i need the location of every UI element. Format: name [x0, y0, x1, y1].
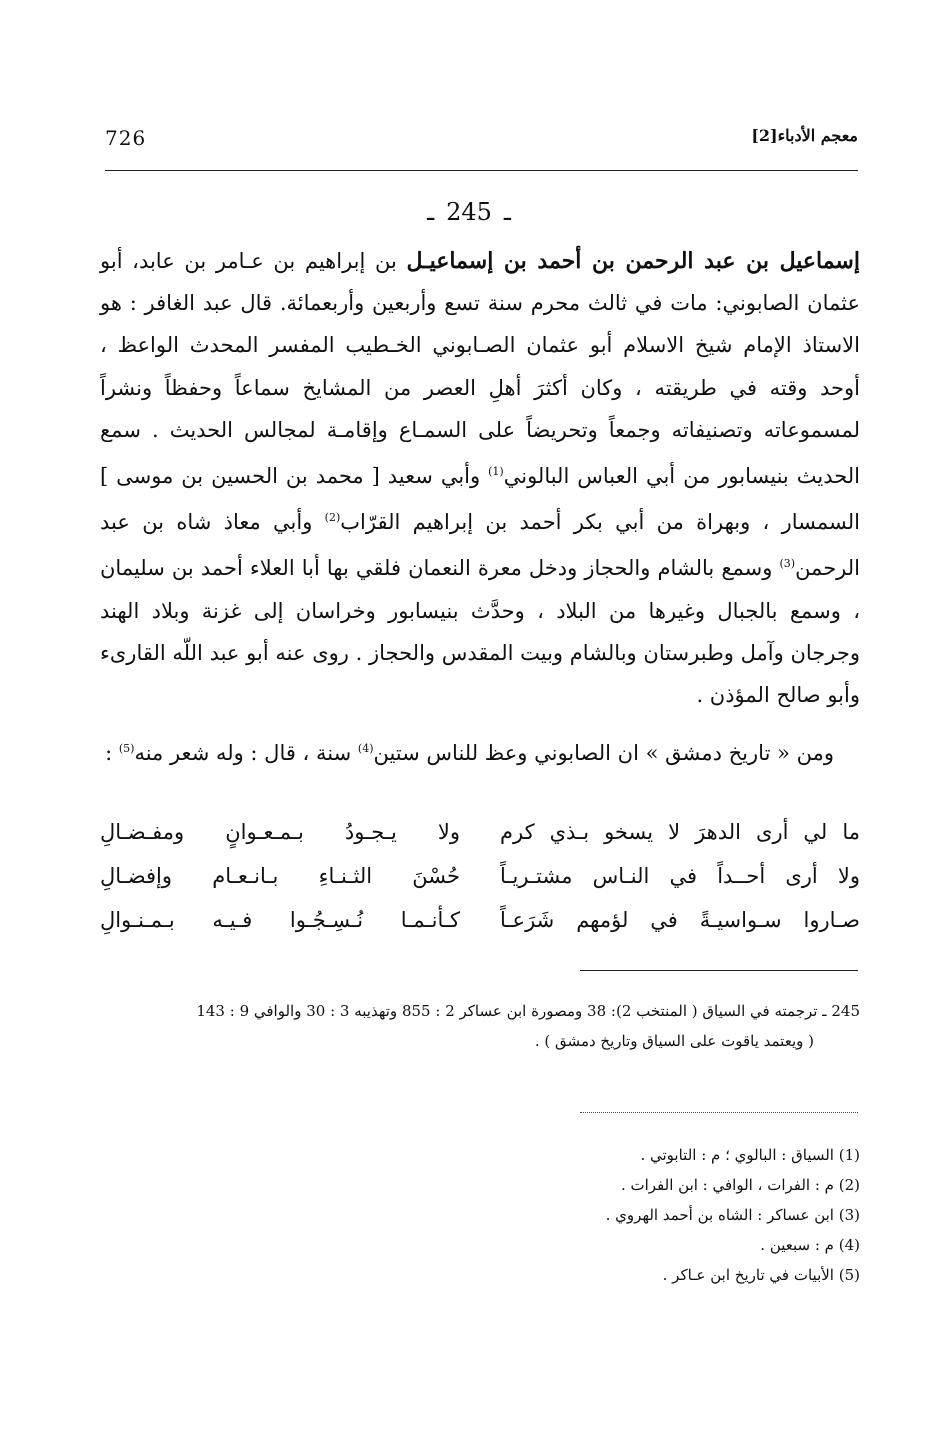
body-text-segment: بن إبراهيم بن عـامر بن عابد، أبو عثمان الصابوني: مات في ثالث محرم سنة تسع وأربعين وأربعمائة. قال عبد الغافر : هو الاستاذ الإمام شيخ الاسلام أبو عثمان الصـابوني الخـطيب المفسر المحدث الواعظ ، أوحد وقته في طريقته ، وكان أكثرَ أهلِ العصر من المشايخ سماعاً وحفظاً ونشراً لمسموعاته وتصنيفاته وجمعاً وتحريضاً على السمـاع وإقامـة لمجالس الحديث . سمع الحديث بنيسابور من أبي العباس البالوني [100, 249, 861, 489]
poem-verse [100, 864, 860, 908]
entry-name: إسماعيل بن عبد الرحمن بن أحمد بن إسماعيـل [406, 248, 860, 274]
poem-verse [100, 820, 860, 864]
poem [100, 820, 860, 952]
verse-first-hemistich: صـاروا سـواسيـةً في لؤمهم شَرَعـاً [500, 908, 860, 932]
body-text-segment: وأبي معاذ شاه بن عبد الرحمن [100, 510, 860, 581]
body-text-segment: وأبي سعيد [ محمد بن الحسين بن موسى ] السمسار ، وبهراة من أبي بكر أحمد بن إبراهيم القرّاب [100, 464, 860, 535]
entry-number-dash-left: ـ [503, 198, 511, 226]
footnote-item: (5) الأبيات في تاريخ ابن عـاكر . [662, 1266, 860, 1284]
entry-number-value: 245 [446, 198, 492, 226]
footnote-item: (1) السياق : البالوي ؛ م : التابوتي . [640, 1146, 860, 1164]
poem-intro-paragraph [100, 728, 860, 774]
body-text-segment: وسمع بالشام والحجاز ودخل معرة النعمان فلقي بها أبا العلاء أحمد بن سليمان ، وسمع بالجبال وغيرها من البلاد ، وحدَّث بنيسابور وخراسان إلى غزنة وبلاد الهند وجرجان وآمل وطبرستان وبالشام وبيت المقدس والحجاز . روى عنه أبو عبد اللّه القارىء وأبو صالح المؤذن . [100, 556, 860, 708]
footnote-rule [580, 970, 858, 971]
header-rule [105, 170, 858, 171]
verse-second-hemistich: حُسْنَ الثـنـاءِ بـانـعـام وإفضـالِ [100, 864, 460, 888]
page-header [105, 126, 858, 156]
verse-first-hemistich: ولا أرى أحــداً في النـاس مشتـريـاً [500, 864, 860, 888]
page-number: 726 [105, 126, 147, 150]
footnote-ref-1: (1) [488, 465, 504, 479]
poem-verse [100, 908, 860, 952]
entry-body [100, 240, 860, 774]
footnote-item: (4) م : سبعين . [760, 1236, 860, 1254]
verse-second-hemistich: ولا يـجـودُ بـمـعـوانٍ ومفـضـالِ [100, 820, 460, 844]
body-text-segment: ومن « تاريخ دمشق » ان الصابوني وعظ للناس ستين [373, 741, 834, 766]
footnote-ref-3: (3) [779, 557, 796, 571]
footnote-item: (2) م : الفرات ، الوافي : ابن الفرات . [620, 1176, 860, 1194]
running-title: معجم الأدباء[2] [751, 126, 858, 145]
footnote-ref-2: (2) [324, 511, 341, 525]
footnotes [100, 1140, 860, 1290]
biography-paragraph [100, 240, 860, 716]
footnote-ref-5: (5) [118, 742, 135, 756]
source-note-line: ( ويعتمد ياقوت على السياق وتاريخ دمشق ) . [534, 1032, 814, 1050]
source-note-line: 245 ـ ترجمته في السياق ( المنتخب 2): 38 ومصورة ابن عساكر 2 : 855 وتهذيبه 3 : 30 والوافي 9 : 143 [196, 1002, 860, 1020]
source-note [100, 996, 860, 1056]
footnote-ref-4: (4) [357, 742, 374, 756]
entry-number-dash-right: ـ [427, 198, 435, 226]
body-text-segment: : [105, 741, 119, 766]
verse-second-hemistich: كـأنـمـا نُـسِـجُـوا فـيـه بـمـنـوالِ [100, 908, 460, 932]
footnote-item: (3) ابن عساكر : الشاه بن أحمد الهروي . [605, 1206, 860, 1224]
body-text-segment: سنة ، قال : وله شعر منه [134, 741, 358, 766]
verse-first-hemistich: ما لي أرى الدهرَ لا يسخو بـذي كرم [500, 820, 860, 844]
entry-number [0, 198, 938, 226]
dotted-rule [580, 1112, 858, 1113]
